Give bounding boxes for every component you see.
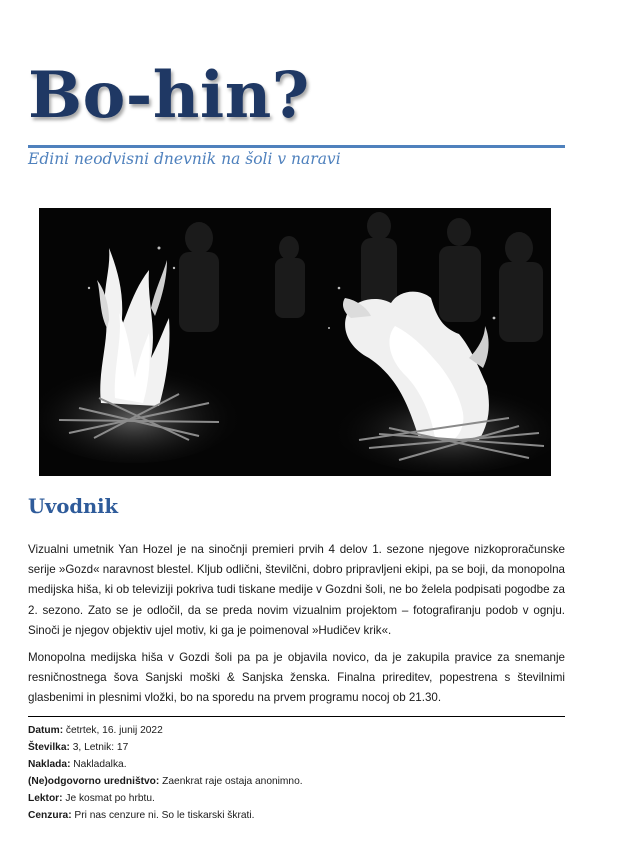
colophon	[28, 722, 303, 824]
colophon-item	[28, 722, 303, 739]
colophon-divider	[28, 716, 565, 717]
article-paragraph: Vizualni umetnik Yan Hozel je na sinočnji premieri prvih 4 delov 1. sezone njegove nizkoproračunske serije »Gozd« naravnost blestel. Kljub odlični, številčni, dobro pripravljeni ekipi, pa se boji, da monopolna medijska hiša, ki ob televiziji pokriva tudi tiskane medije v Gozdni šoli, ne bo želela podpisati pogodbe za 2. sezono. Zato se je odločil, da se preda novim vizualnim projektom – fotografiranju podob v ognju. Sinoči je njegov objektiv ujel motiv, ki ga je poimenoval »Hudičev krik«.	[28, 543, 565, 637]
colophon-item	[28, 773, 303, 790]
colophon-item	[28, 739, 303, 756]
colophon-label: Datum:	[28, 725, 64, 736]
colophon-label: Številka:	[28, 742, 70, 753]
colophon-label: (Ne)odgovorno uredništvo:	[28, 776, 160, 787]
campfire-photo	[39, 208, 551, 476]
colophon-value: Zaenkrat raje ostaja anonimno.	[159, 776, 303, 787]
article-paragraph: Monopolna medijska hiša v Gozdi šoli pa pa je objavila novico, da je zakupila pravice za snemanje resničnostnega šova Sanjski moški & Sanjska ženska. Finalna prireditev, popestrena s številnimi glasbenimi in plesnimi vložki, bo na sporedu na prvem programu nocoj ob 21.30.	[28, 651, 565, 705]
section-heading: Uvodnik	[28, 495, 119, 518]
colophon-item	[28, 756, 303, 773]
masthead-title: Bo-hin?	[28, 58, 310, 133]
colophon-value: Je kosmat po hrbtu.	[62, 793, 155, 804]
masthead-tagline: Edini neodvisni dnevnik na šoli v naravi	[28, 150, 341, 168]
colophon-label: Naklada:	[28, 759, 71, 770]
masthead-divider	[28, 145, 565, 148]
colophon-value: Pri nas cenzure ni. So le tiskarski škrati.	[71, 810, 255, 821]
colophon-item	[28, 807, 303, 824]
colophon-label: Cenzura:	[28, 810, 72, 821]
colophon-value: četrtek, 16. junij 2022	[63, 725, 163, 736]
colophon-value: 3, Letnik: 17	[69, 742, 129, 753]
colophon-value: Nakladalka.	[70, 759, 127, 770]
colophon-label: Lektor:	[28, 793, 63, 804]
colophon-item	[28, 790, 303, 807]
